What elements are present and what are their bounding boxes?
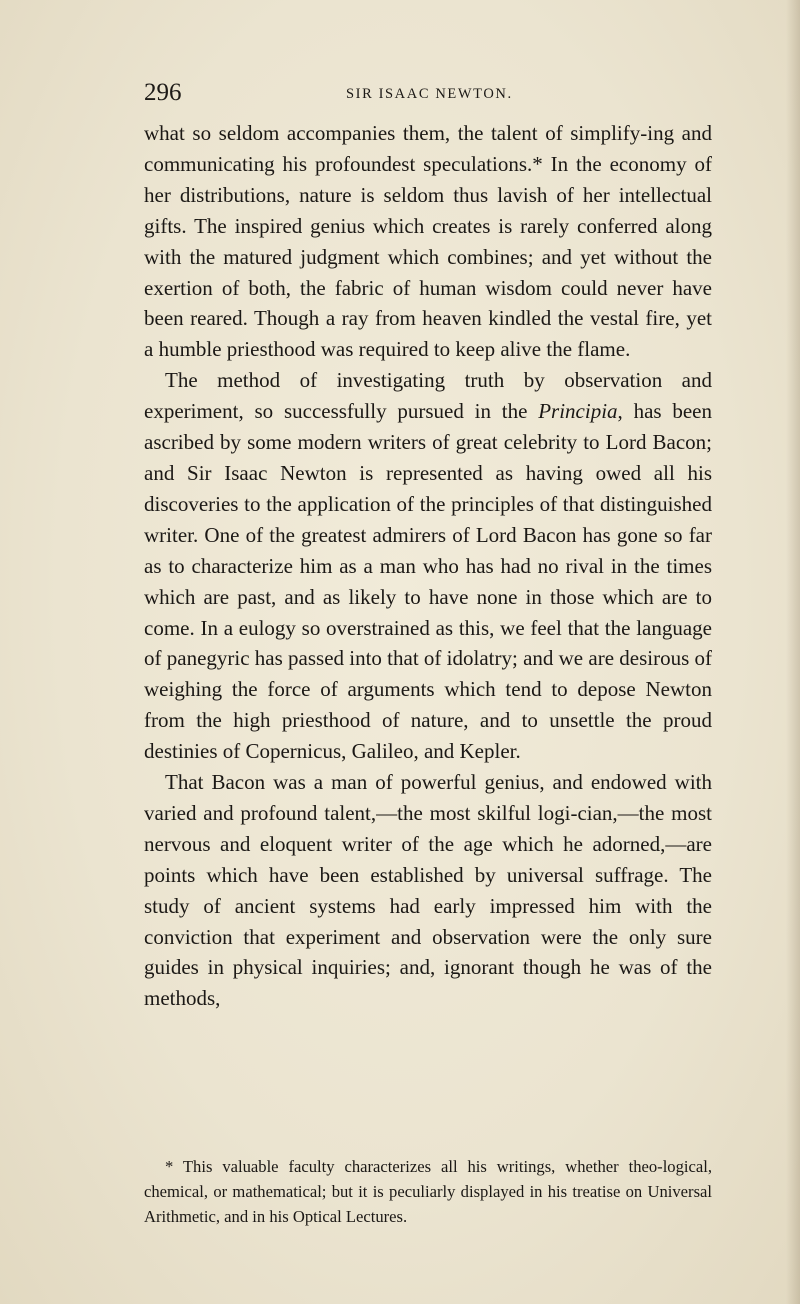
paragraph-1: what so seldom accompanies them, the talent of simplify-ing and communicating his profoundest speculations.* In the economy of her distributions, nature is seldom thus lavish of her intellectual gifts. The inspired genius which creates is rarely conferred along with the matured judgment which combines; and yet without the exertion of both, the fabric of human wisdom could never have been reared. Though a ray from heaven kindled the vestal fire, yet a humble priesthood was required to keep alive the flame. (144, 121, 712, 362)
body-text (144, 118, 712, 1014)
page-number: 296 (144, 79, 182, 106)
running-title: SIR ISAAC NEWTON. (346, 86, 513, 102)
paragraph-2 (144, 365, 712, 767)
page-edge-shadow (786, 0, 800, 1304)
paragraph-2-rest: , has been ascribed by some modern writers of great celebrity to Lord Bacon; and Sir Isaac Newton is represented as having owed all his discoveries to the application of the principles of that distinguished writer. One of the greatest admirers of Lord Bacon has gone so far as to characterize him as a man who has had no rival in the times which are past, and as likely to have none in those which are to come. In a eulogy so overstrained as this, we feel that the language of panegyric has passed into that of idolatry; and we are desirous of weighing the force of arguments which tend to depose Newton from the high priesthood of nature, and to unsettle the proud destinies of Copernicus, Galileo, and Kepler. (144, 399, 713, 764)
principia-title: Principia (538, 399, 618, 424)
page-header (144, 78, 704, 108)
paragraph-2-start: The method of investigating truth by observation and experiment, so successfully pursued in the (144, 368, 712, 424)
footnote (144, 1154, 712, 1229)
paragraph-3: That Bacon was a man of powerful genius, and endowed with varied and profound talent,—the most skilful logi-cian,—the most nervous and eloquent writer of the age which he adorned,—are points which have been established by universal suffrage. The study of ancient systems had early impressed him with the conviction that experiment and observation were the only sure guides in physical inquiries; and, ignorant though he was of the methods, (144, 770, 712, 1011)
footnote-text: * This valuable faculty characterizes all his writings, whether theo-logical, chemical, or mathematical; but it is peculiarly displayed in his treatise on Universal Arithmetic, and in his Optical Lectures. (144, 1157, 712, 1226)
